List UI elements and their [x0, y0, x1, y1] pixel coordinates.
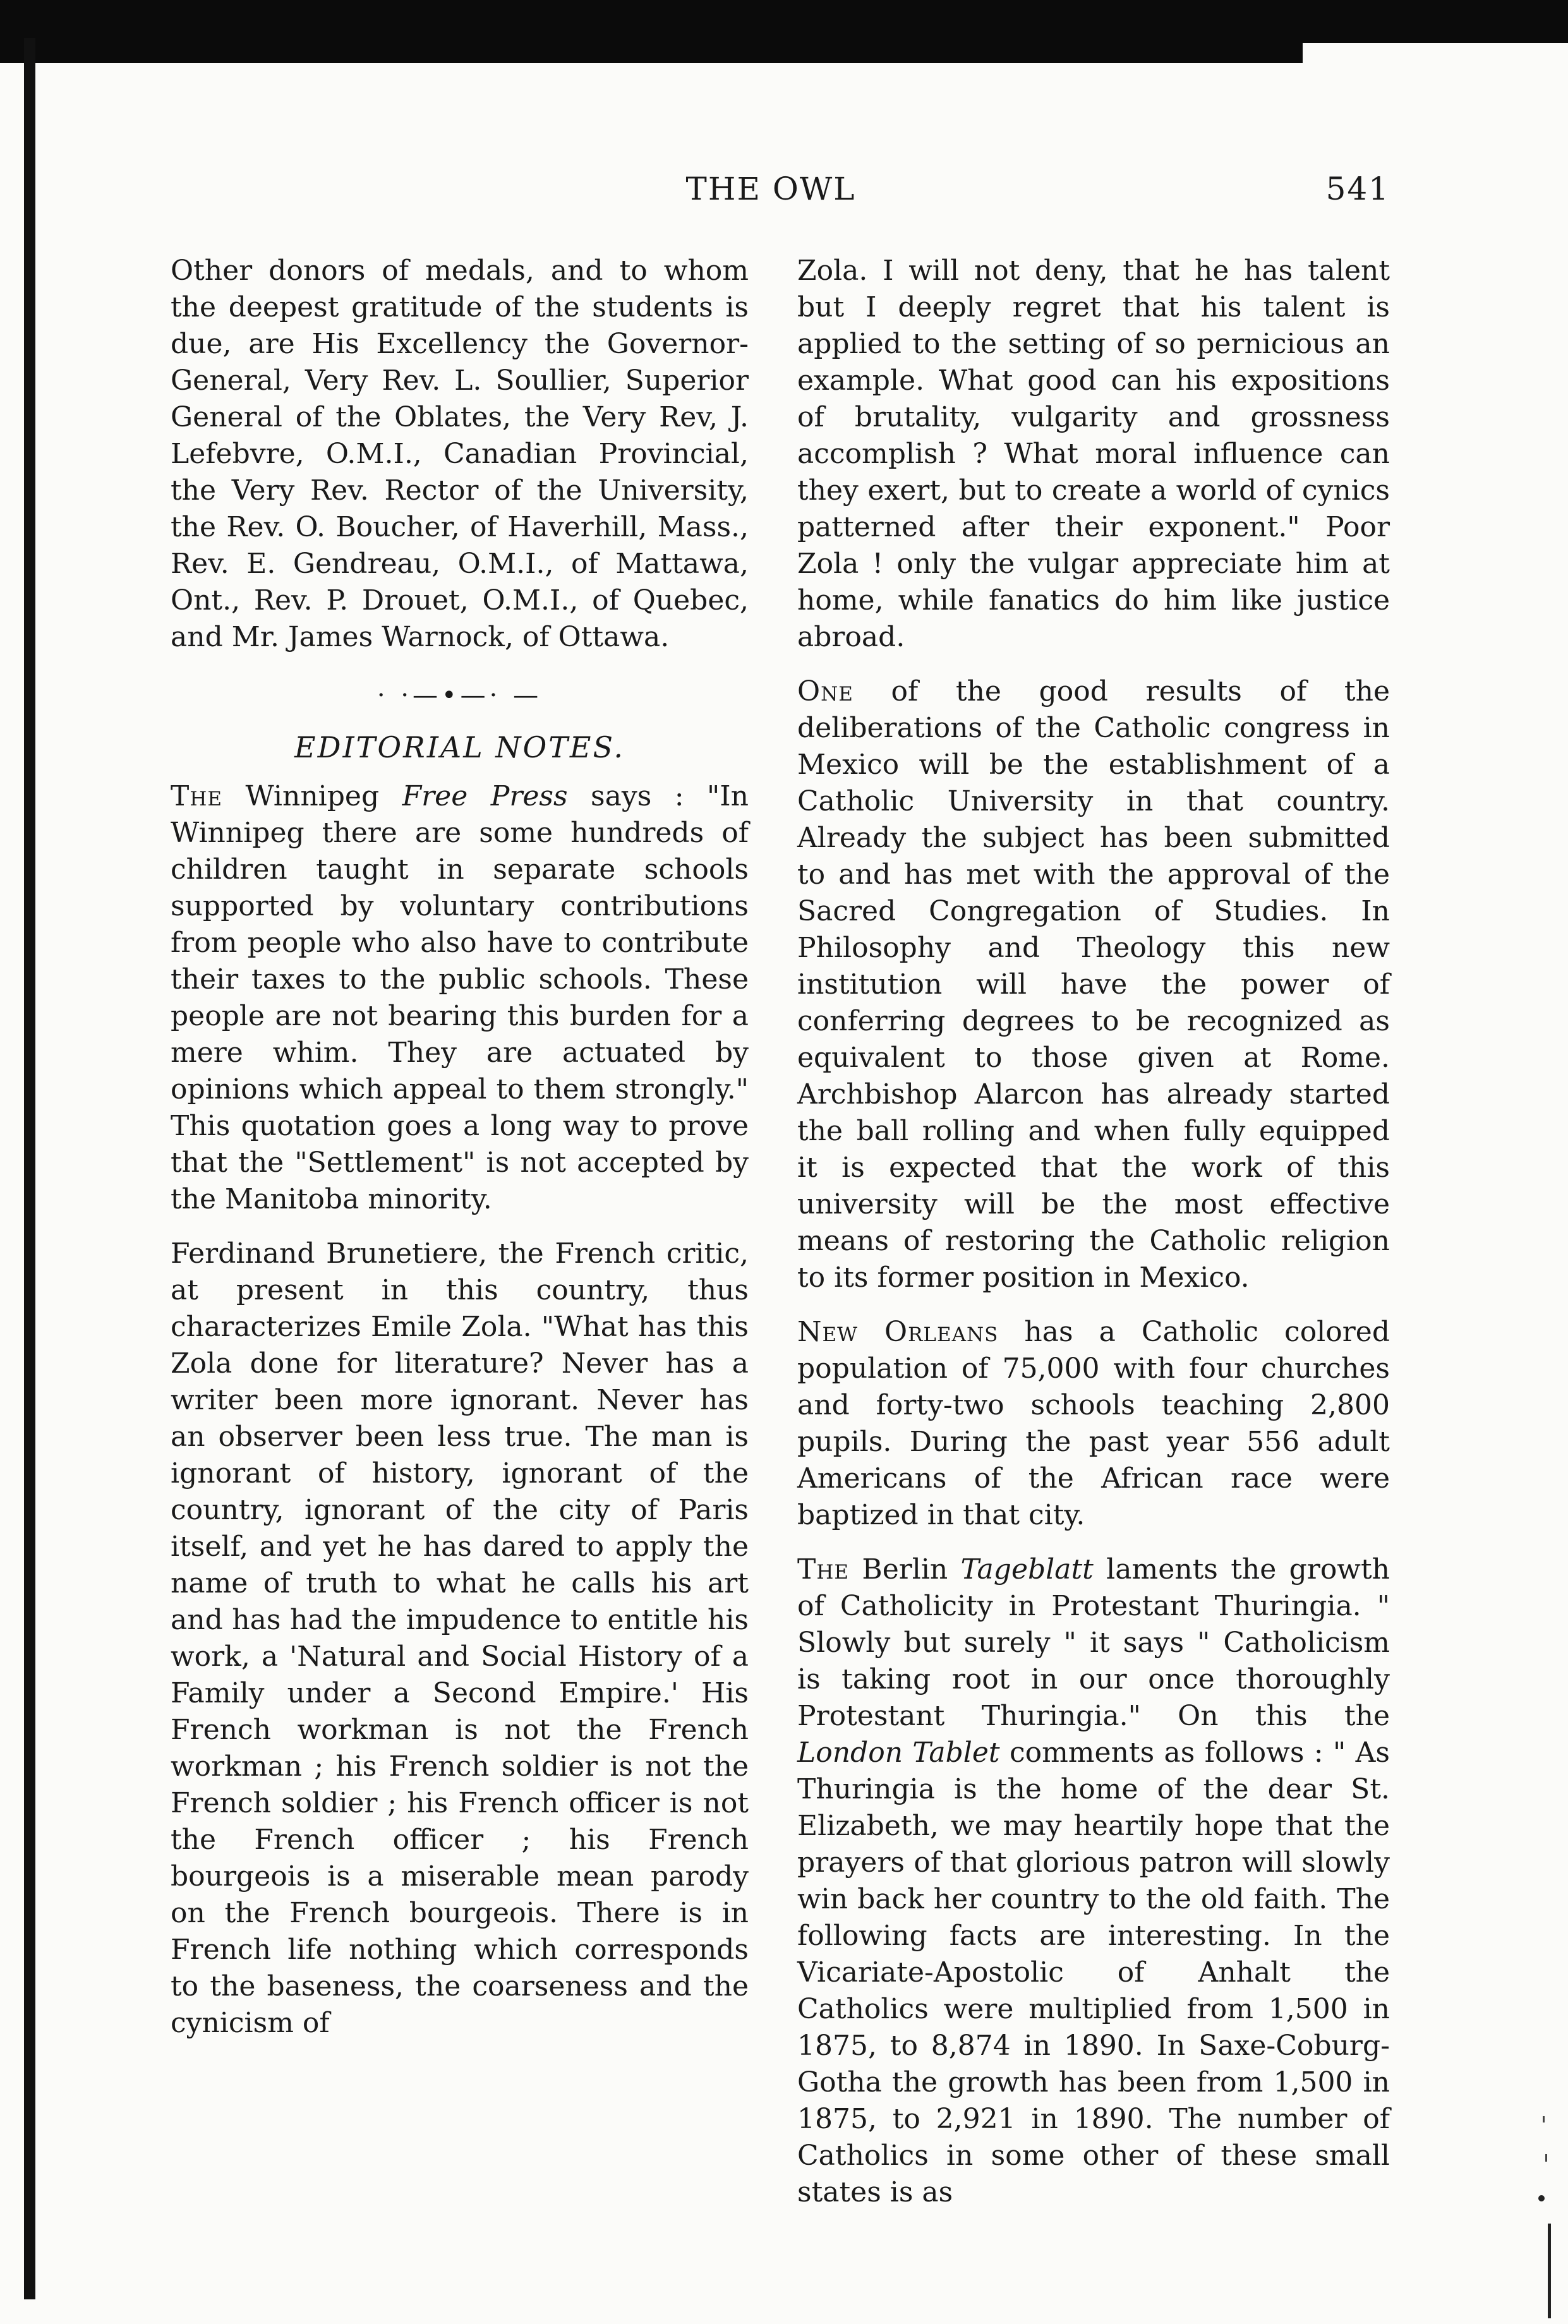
journal-title: THE OWL — [685, 171, 856, 207]
publication-name: London Tablet — [797, 1737, 1000, 1769]
new-orleans-paragraph — [797, 1314, 1390, 1534]
right-column — [797, 253, 1390, 2211]
zola-continuation-paragraph: Zola. I will not deny, that he has talent but I deeply regret that his talent is applied to the setting of so pernicious an example. What good can his expositions of brutality, vulgarity and grossness accomplish ? What moral influence can they exert, but to create a world of cynics patterned after their exponent." Poor Zola ! only the vulgar appreciate him at home, while fanatics do him like justice abroad. — [797, 255, 1390, 653]
text-run: laments the growth of Catholicity in Protestant Thuringia. " Slowly but surely " it says " Catholicism is taking root in our once thoroughly Protestant Thuringia." On this the — [797, 1553, 1390, 1732]
scan-top-border — [0, 0, 1568, 63]
publication-name: Free Press — [402, 780, 568, 812]
section-heading: EDITORIAL NOTES. — [294, 730, 625, 764]
page-number: 541 — [1325, 171, 1390, 207]
lead-word: The — [797, 1553, 850, 1586]
scan-left-border — [24, 38, 35, 2299]
publication-name: Tageblatt — [960, 1553, 1094, 1586]
text-run: of the good results of the deliberations of the Catholic congress in Mexico will be the establishment of a Catholic University in that country. Already the subject has been submitted to and has met with the approval of the Sacred Congregation of Studies. In Philosophy and Theology this new institution will have the power of conferring degrees to be recognized as equivalent to those given at Rome. Archbishop Alarcon has already started the ball rolling and when fully equipped it is expected that the work of this university will be the most effective means of restoring the Catholic religion to its former position in Mexico. — [797, 675, 1390, 1294]
text-run: says : "In Winnipeg there are some hundreds of children taught in separate schools supported by voluntary contributions from people who also have to contribute their taxes to the public schools. These people are not bearing this burden for a mere whim. They are actuated by opinions which appeal to them strongly." This quotation goes a long way to prove that the "Settlement" is not accepted by the Manitoba minority. — [171, 780, 749, 1215]
lead-word: New Orleans — [797, 1316, 999, 1348]
berlin-paragraph — [797, 1551, 1390, 2211]
running-head — [0, 171, 1568, 221]
scan-edge-specks — [1536, 2116, 1555, 2318]
text-run: has a Catholic colored population of 75,000 with four churches and forty-two schools teaching 2,800 pupils. During the past year 556 adult Americans of the African race were baptized in that city. — [797, 1316, 1390, 1531]
brunetiere-paragraph: Ferdinand Brunetiere, the French critic, at present in this country, thus characterizes Emile Zola. "What has this Zola done for literature? Never has a writer been more ignorant. Never has an observer been less true. The man is ignorant of history, ignorant of the country, ignorant of the city of Paris itself, and yet he has dared to apply the name of truth to what he calls his art and has had the impudence to entitle his work, a 'Natural and Social History of a Family under a Second Empire.' His French workman is not the French workman ; his French soldier is not the French soldier ; his French officer is not the French officer ; his French bourgeois is a miserable mean parody on the French bourgeois. There is in French life nothing which corresponds to the baseness, the coarseness and the cynicism of — [171, 1237, 749, 2039]
section-ornament: · ·—•—· — — [377, 681, 543, 710]
text-run: Winnipeg — [222, 780, 402, 812]
mexico-paragraph — [797, 673, 1390, 1296]
donors-paragraph: Other donors of medals, and to whom the deepest gratitude of the students is due, are His Excellency the Governor-General, Very Rev. L. Soullier, Superior General of the Oblates, the Very Rev, J. Lefebvre, O.M.I., Canadian Provincial, the Very Rev. Rector of the University, the Rev. O. Boucher, of Haverhill, Mass., Rev. E. Gendreau, O.M.I., of Mattawa, Ont., Rev. P. Drouet, O.M.I., of Quebec, and Mr. James Warnock, of Ottawa. — [171, 255, 749, 653]
winnipeg-paragraph — [171, 778, 749, 1218]
left-column — [171, 253, 749, 2042]
text-run: comments as follows : " As Thuringia is the home of the dear St. Elizabeth, we may heartily hope that the prayers of that glorious patron will slowly win back her country to the old faith. The following facts are interesting. In the Vicariate-Apostolic of Anhalt the Catholics were multiplied from 1,500 in 1875, to 8,874 in 1890. In Saxe-Coburg-Gotha the growth has been from 1,500 in 1875, to 2,921 in 1890. The number of Catholics in some other of these small states is as — [797, 1737, 1390, 2208]
lead-word: One — [797, 675, 853, 707]
lead-word: The — [171, 780, 223, 812]
text-run: Berlin — [849, 1553, 961, 1586]
